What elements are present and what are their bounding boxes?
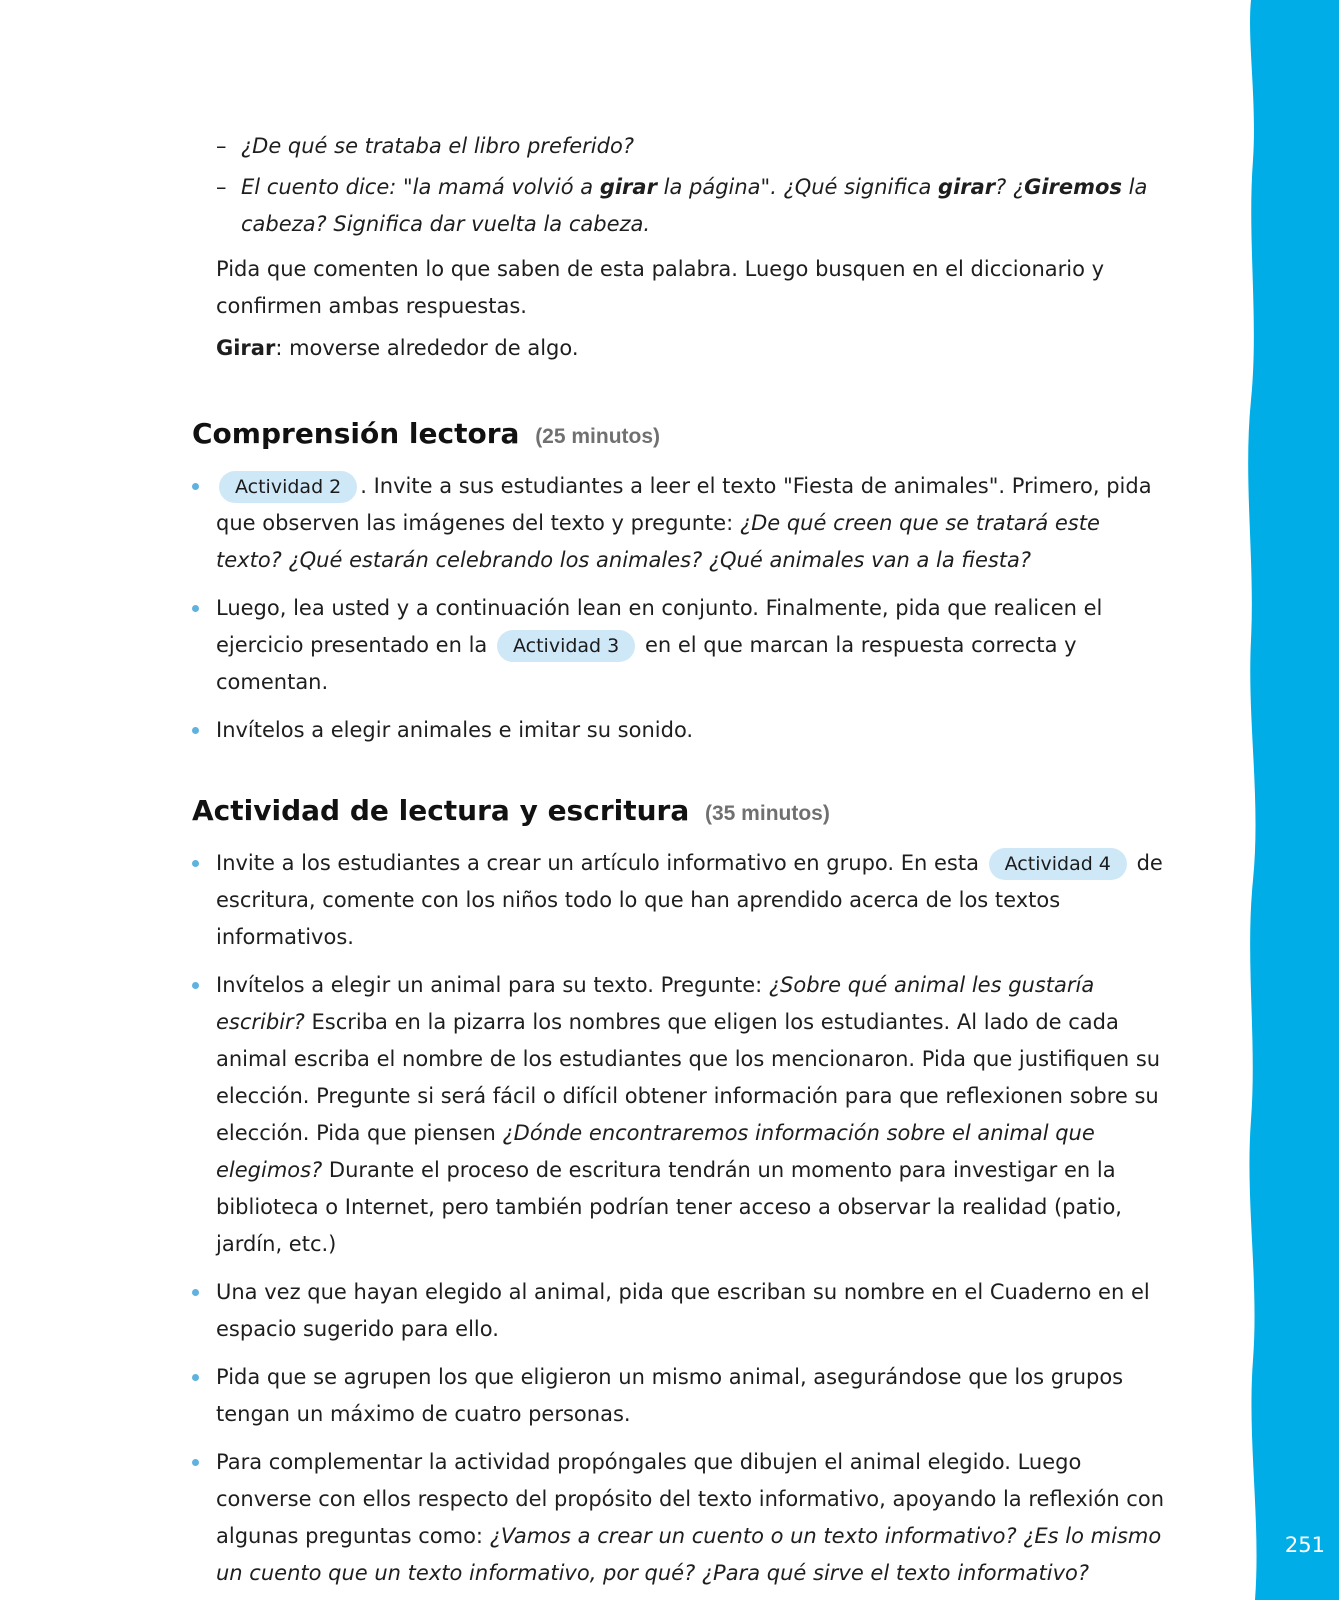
section-time: (35 minutos) [705, 802, 830, 825]
side-color-band [1241, 0, 1339, 1600]
question-text: la página". ¿Qué significa [656, 175, 939, 199]
item-text: en el que marcan la respuesta correcta y comentan. [216, 633, 1077, 694]
bullet-dot [192, 982, 199, 989]
question-text: ? ¿ [995, 175, 1025, 199]
item-text: Luego, lea usted y a continuación lean en conjunto. Finalmente, pida que realicen el ejercicio presentado en la [216, 596, 1103, 657]
section-heading-lectura-escritura [192, 791, 1170, 834]
dash-marker: – [216, 134, 227, 158]
item-question: ¿De qué creen que se tratará este texto? ¿Qué estarán celebrando los animales? ¿Qué animales van a la fiesta? [216, 511, 1100, 572]
dash-marker: – [216, 175, 227, 199]
definition-term: Girar [216, 336, 276, 360]
bullet-dot [192, 1459, 199, 1466]
section-heading-comprension [192, 414, 1170, 457]
activity-tag: Actividad 2 [219, 471, 357, 503]
intro-question-1 [192, 128, 1170, 165]
item-text: Una vez que hayan elegido al animal, pida que escriban su nombre en el Cuaderno en el espacio sugerido para ello. [216, 1280, 1150, 1341]
activity-tag: Actividad 4 [989, 848, 1127, 880]
bullet-dot [192, 483, 199, 490]
bullet-dot [192, 860, 199, 867]
item-question: ¿Dónde encontraremos información sobre el animal que elegimos? [216, 1121, 1095, 1182]
list-item [192, 468, 1170, 579]
bold-word: girar [599, 175, 657, 199]
lectura-escritura-list [192, 845, 1170, 1592]
item-text: . Invite a sus estudiantes a leer el texto "Fiesta de animales". Primero, pida que observen las imágenes del texto y pregunte: [216, 474, 1152, 535]
list-item [192, 1274, 1170, 1348]
question-text: ¿De qué se trataba el libro preferido? [241, 134, 634, 158]
comprension-list [192, 468, 1170, 749]
item-text: de escritura, comente con los niños todo lo que han aprendido acerca de los textos informativos. [216, 851, 1163, 949]
bold-word: Giremos [1024, 175, 1122, 199]
page-content [192, 128, 1170, 1603]
list-item [192, 590, 1170, 701]
item-text: Escriba en la pizarra los nombres que eligen los estudiantes. Al lado de cada animal escriba el nombre de los estudiantes que los mencionaron. Pida que justifiquen su elección. Pregunte si será fácil o difícil obtener información para que reflexionen sobre su elección. Pida que piensen [216, 1010, 1161, 1145]
activity-tag: Actividad 3 [497, 630, 635, 662]
bullet-dot [192, 1289, 199, 1296]
bullet-dot [192, 605, 199, 612]
item-text: Para complementar la actividad propóngales que dibujen el animal elegido. Luego converse con ellos respecto del propósito del texto informativo, apoyando la reflexión con algunas preguntas como: [216, 1450, 1165, 1548]
item-text: Durante el proceso de escritura tendrán un momento para investigar en la biblioteca o Internet, pero también podrían tener acceso a observar la realidad (patio, jardín, etc.) [216, 1158, 1122, 1256]
section-title: Comprensión lectora [192, 417, 520, 450]
list-item [192, 967, 1170, 1263]
definition-text: : moverse alrededor de algo. [275, 336, 579, 360]
item-question: ¿Sobre qué animal les gustaría escribir? [216, 973, 1095, 1034]
bold-word: girar [938, 175, 996, 199]
bullet-dot [192, 727, 199, 734]
intro-paragraph: Pida que comenten lo que saben de esta palabra. Luego busquen en el diccionario y confirmen ambas respuestas. [216, 257, 1105, 318]
intro-question-2 [192, 169, 1170, 243]
section-time: (25 minutos) [535, 425, 661, 448]
item-text: Invítelos a elegir un animal para su texto. Pregunte: [216, 973, 769, 997]
item-question: ¿Vamos a crear un cuento o un texto informativo? ¿Es lo mismo un cuento que un texto informativo, por qué? ¿Para qué sirve el texto informativo? [216, 1524, 1162, 1585]
list-item [192, 712, 1170, 749]
list-item [192, 845, 1170, 956]
question-text: la cabeza? Significa dar vuelta la cabeza. [241, 175, 1148, 236]
list-item [192, 1359, 1170, 1433]
item-text: Invítelos a elegir animales e imitar su sonido. [216, 718, 694, 742]
section-title: Actividad de lectura y escritura [192, 794, 690, 827]
item-text: Invite a los estudiantes a crear un artículo informativo en grupo. En esta [216, 851, 979, 875]
bullet-dot [192, 1374, 199, 1381]
item-text: Pida que se agrupen los que eligieron un mismo animal, asegurándose que los grupos tengan un máximo de cuatro personas. [216, 1365, 1124, 1426]
page-number: 251 [1284, 1533, 1325, 1557]
list-item [192, 1444, 1170, 1592]
definition [192, 330, 1170, 367]
question-text: El cuento dice: "la mamá volvió a [241, 175, 600, 199]
